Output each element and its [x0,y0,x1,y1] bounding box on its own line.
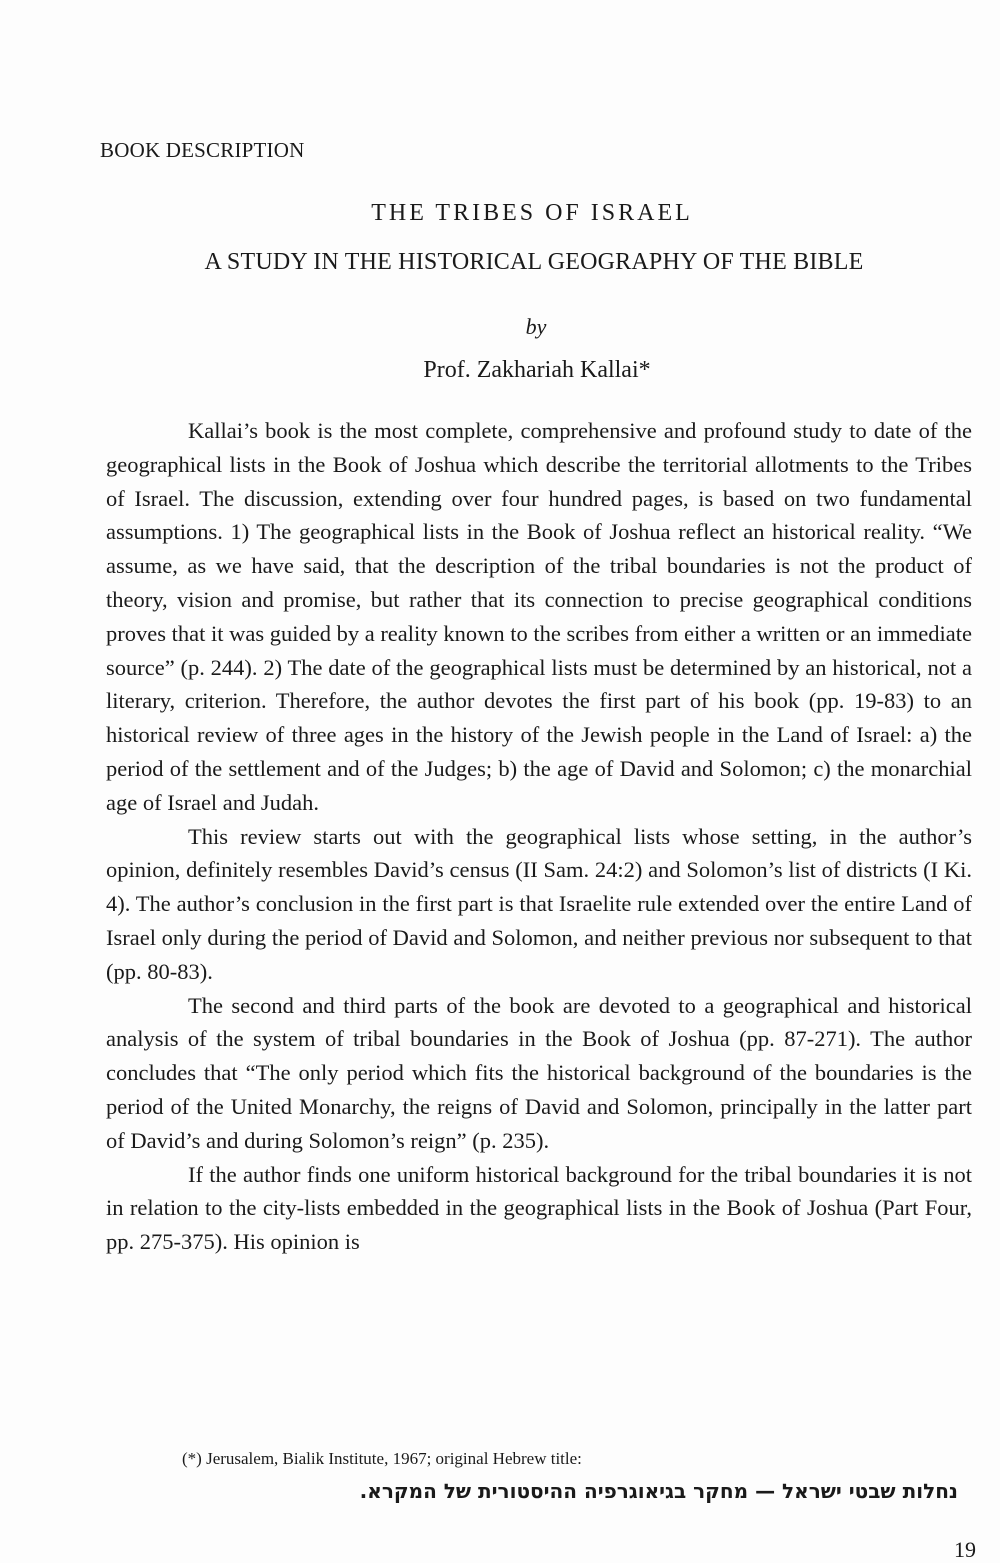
footnote: (*) Jerusalem, Bialik Institute, 1967; original Hebrew title: [182,1449,582,1468]
paragraph: Kallai’s book is the most complete, comprehensive and profound study to date of the geographical lists in the Book of Joshua which describe the territorial allotments to the Tribes of Israel. The discussion, extending over four hundred pages, is based on two fundamental assumptions. 1) The geographical lists in the Book of Joshua reflect an historical reality. “We assume, as we have said, that the description of the tribal boundaries is not the product of theory, vision and promise, but rather that its connection to precise geographical conditions proves that it was guided by a reality known to the scribes from either a written or an immediate source” (p. 244). 2) The date of the geographical lists must be determined by an historical, not a literary, criterion. Therefore, the author devotes the first part of his book (pp. 19-83) to an historical review of three ages in the history of the Jewish people in the Land of Israel: a) the period of the settlement and of the Judges; b) the age of David and Solomon; c) the monarchial age of Israel and Judah. [106,418,972,815]
author-name: Prof. Zakhariah Kallai* [423,357,651,383]
paragraph: If the author finds one uniform historical background for the tribal boundaries it is not in relation to the city-lists embedded in the geographical lists in the Book of Joshua (Part Four, pp. 275-375). His opinion is [106,1161,972,1255]
byline-by: by [525,314,547,339]
section-label: BOOK DESCRIPTION [100,138,305,162]
paragraph: This review starts out with the geographical lists whose setting, in the author’s opinion, definitely resembles David’s census (II Sam. 24:2) and Solomon’s list of districts (I Ki. 4). The author’s conclusion in the first part is that Israelite rule extended over the entire Land of Israel only during the period of David and Solomon, and neither previous nor subsequent to that (pp. 80-83). [106,823,972,984]
article-body [106,414,972,1259]
book-subtitle: A STUDY IN THE HISTORICAL GEOGRAPHY OF THE BIBLE [204,249,864,275]
paragraph: The second and third parts of the book are devoted to a geographical and historical analysis of the system of tribal boundaries in the Book of Joshua (pp. 87-271). The author concludes that “The only period which fits the historical background of the boundaries is the period of the United Monarchy, the reigns of David and Solomon, principally in the latter part of David’s and during Solomon’s reign” (p. 235). [106,992,972,1153]
book-title: THE TRIBES OF ISRAEL [371,200,693,226]
page-number: 19 [954,1537,976,1562]
hebrew-title: נחלות שבטי ישראל — מחקר בגיאוגרפיה ההיסטורית של המקרא. [359,1479,958,1503]
